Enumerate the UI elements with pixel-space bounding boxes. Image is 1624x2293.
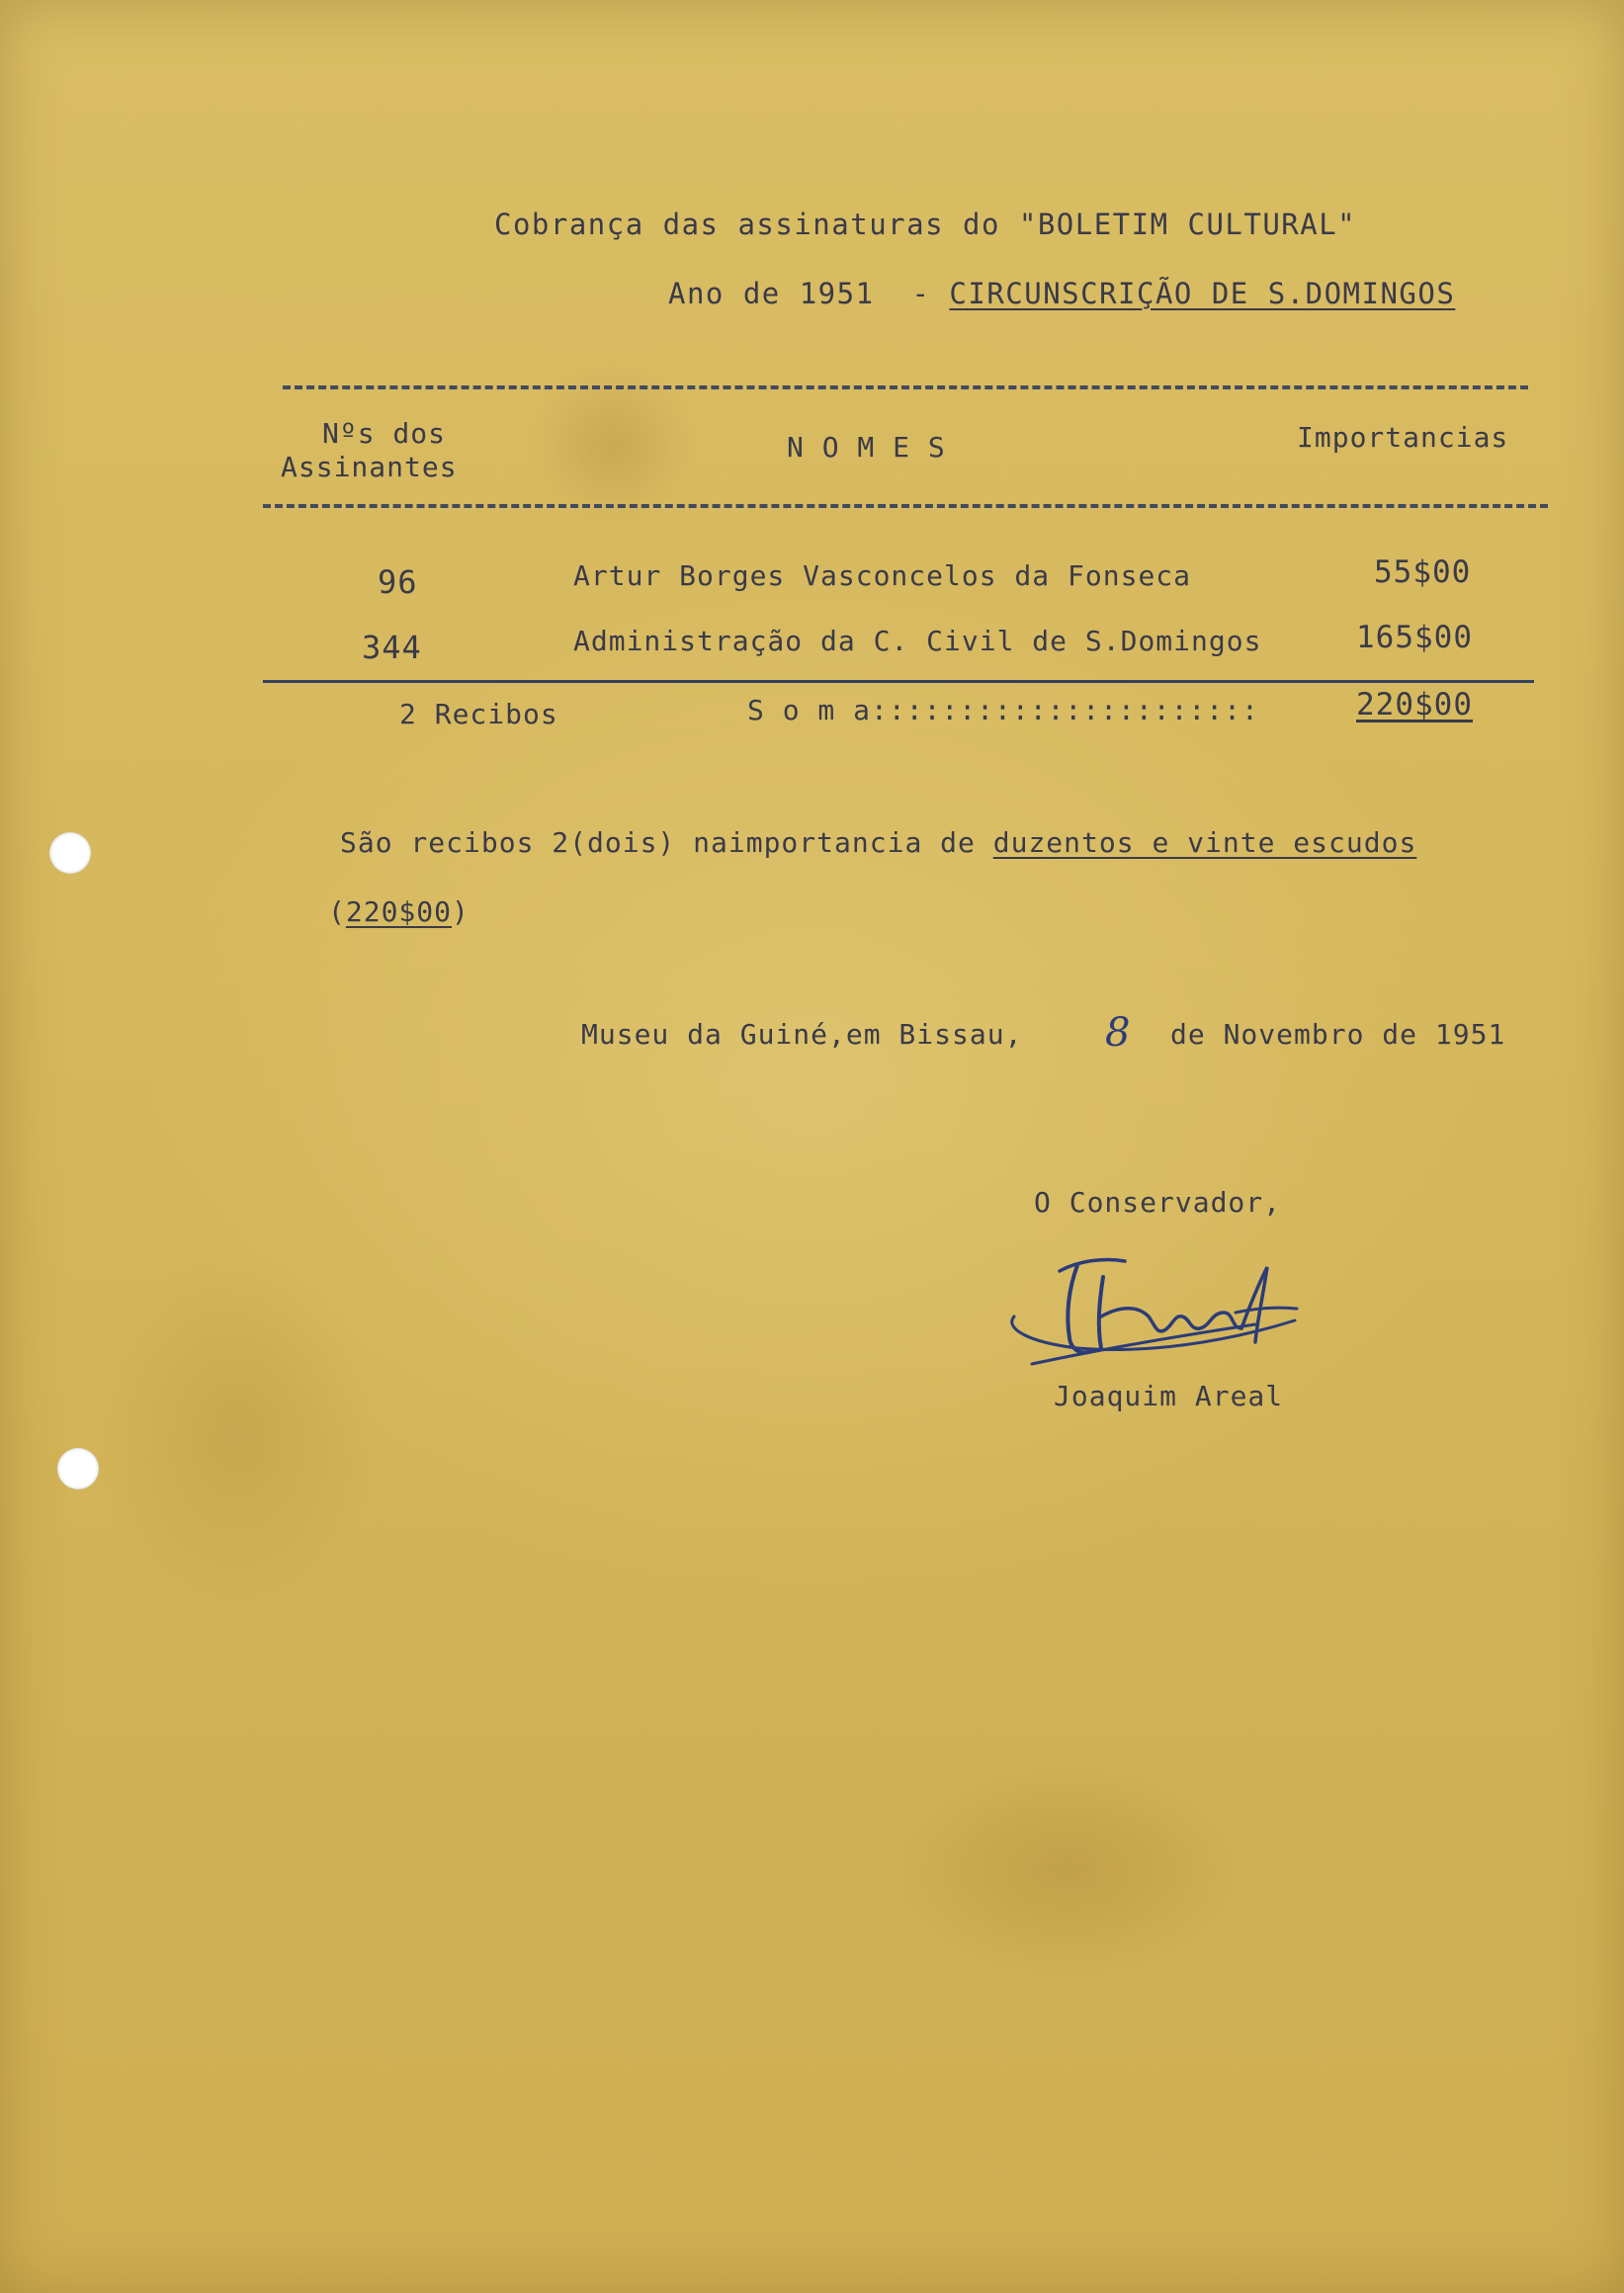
statement-line2: [328, 895, 470, 929]
row-amount: 55$00: [1374, 554, 1472, 590]
column-header-amounts: Importancias: [1297, 421, 1509, 454]
dateline-day-handwritten: 8: [1105, 1010, 1131, 1056]
table-header-rule: [263, 504, 1548, 508]
summary-total: 220$00: [1356, 687, 1473, 722]
column-header-number-line1: Nºs dos: [322, 417, 447, 450]
statement-text: São recibos 2(dois) naimportancia de: [340, 826, 993, 859]
row-number: 344: [362, 629, 422, 666]
table-total-rule: [263, 680, 1534, 683]
row-number: 96: [378, 563, 418, 601]
signature-role: O Conservador,: [1034, 1186, 1282, 1219]
statement-amount-words: duzentos e vinte escudos: [992, 826, 1417, 859]
summary-count: 2 Recibos: [399, 698, 558, 730]
dateline-place: Museu da Guiné,em Bissau,: [581, 1018, 1023, 1051]
column-header-number-line2: Assinantes: [281, 451, 458, 483]
signature-name: Joaquim Areal: [1054, 1380, 1284, 1412]
row-name: Administração da C. Civil de S.Domingos: [573, 625, 1262, 657]
statement-amount-figures: 220$00: [345, 895, 453, 928]
column-header-names: N O M E S: [787, 431, 946, 464]
statement-line1: [340, 826, 1416, 860]
punch-hole-top: [49, 832, 91, 874]
subtitle-circumscription: CIRCUNSCRIÇÃO DE S.DOMINGOS: [949, 277, 1456, 310]
handwritten-signature: [1008, 1247, 1325, 1396]
statement-paren-close: ): [452, 895, 470, 928]
summary-label: S o m a::::::::::::::::::::::: [747, 694, 1259, 726]
subtitle-year: Ano de 1951 -: [668, 277, 950, 310]
row-amount: 165$00: [1356, 620, 1473, 655]
punch-hole-bottom: [57, 1448, 99, 1489]
dateline-month-year: de Novembro de 1951: [1170, 1018, 1506, 1051]
table-top-rule: [283, 385, 1528, 389]
document-title: Cobrança das assinaturas do "BOLETIM CULTURAL": [494, 208, 1357, 241]
document-subtitle: [668, 277, 1455, 310]
row-name: Artur Borges Vasconcelos da Fonseca: [573, 559, 1192, 592]
statement-paren-open: (: [328, 895, 346, 928]
